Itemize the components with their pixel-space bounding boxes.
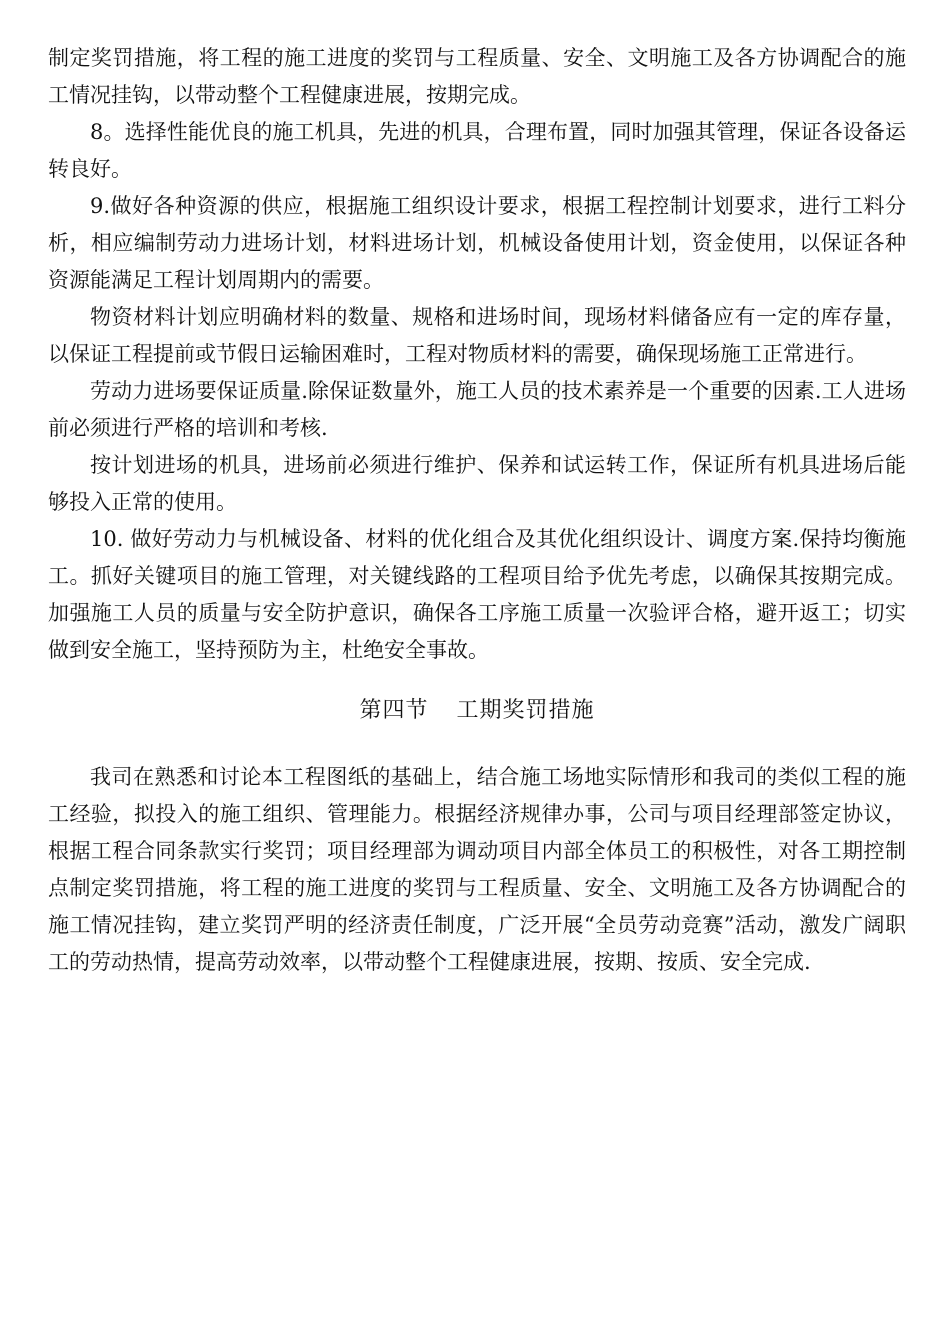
document-page	[48, 40, 906, 981]
paragraph-item-8: 8。选择性能优良的施工机具，先进的机具，合理布置，同时加强其管理，保证各设备运转良好。	[48, 120, 906, 181]
paragraph-labor-entry: 劳动力进场要保证质量.除保证数量外，施工人员的技术素养是一个重要的因素.工人进场前必须进行严格的培训和考核.	[48, 379, 906, 440]
paragraph-material-plan: 物资材料计划应明确材料的数量、规格和进场时间，现场材料储备应有一定的库存量，以保证工程提前或节假日运输困难时，工程对物质材料的需要，确保现场施工正常进行。	[48, 305, 906, 366]
paragraph-continuation: 制定奖罚措施，将工程的施工进度的奖罚与工程质量、安全、文明施工及各方协调配合的施工情况挂钩，以带动整个工程健康进展，按期完成。	[48, 46, 906, 107]
section-heading	[48, 691, 906, 731]
section-title: 工期奖罚措施	[456, 698, 595, 723]
section-number: 第四节	[359, 698, 429, 723]
paragraph-section-body: 我司在熟悉和讨论本工程图纸的基础上，结合施工场地实际情形和我司的类似工程的施工经验，拟投入的施工组织、管理能力。根据经济规律办事，公司与项目经理部签定协议，根据工程合同条款实行奖罚；项目经理部为调动项目内部全体员工的积极性，对各工期控制点制定奖罚措施，将工程的施工进度的奖罚与工程质量、安全、文明施工及各方协调配合的施工情况挂钩，建立奖罚严明的经济责任制度，广泛开展“全员劳动竞赛”活动，激发广阔职工的劳动热情，提高劳动效率，以带动整个工程健康进展，按期、按质、安全完成.	[48, 765, 906, 974]
paragraph-item-10: 10. 做好劳动力与机械设备、材料的优化组合及其优化组织设计、调度方案.保持均衡施工。抓好关键项目的施工管理，对关键线路的工程项目给予优先考虑，以确保其按期完成。加强施工人员的质量与安全防护意识，确保各工序施工质量一次验评合格，避开返工；切实做到安全施工，坚持预防为主，杜绝安全事故。	[48, 527, 906, 662]
paragraph-equipment-entry: 按计划进场的机具，进场前必须进行维护、保养和试运转工作，保证所有机具进场后能够投入正常的使用。	[48, 453, 906, 514]
paragraph-item-9: 9.做好各种资源的供应，根据施工组织设计要求，根据工程控制计划要求，进行工料分析，相应编制劳动力进场计划，材料进场计划，机械设备使用计划，资金使用，以保证各种资源能满足工程计划周期内的需要。	[48, 194, 906, 292]
